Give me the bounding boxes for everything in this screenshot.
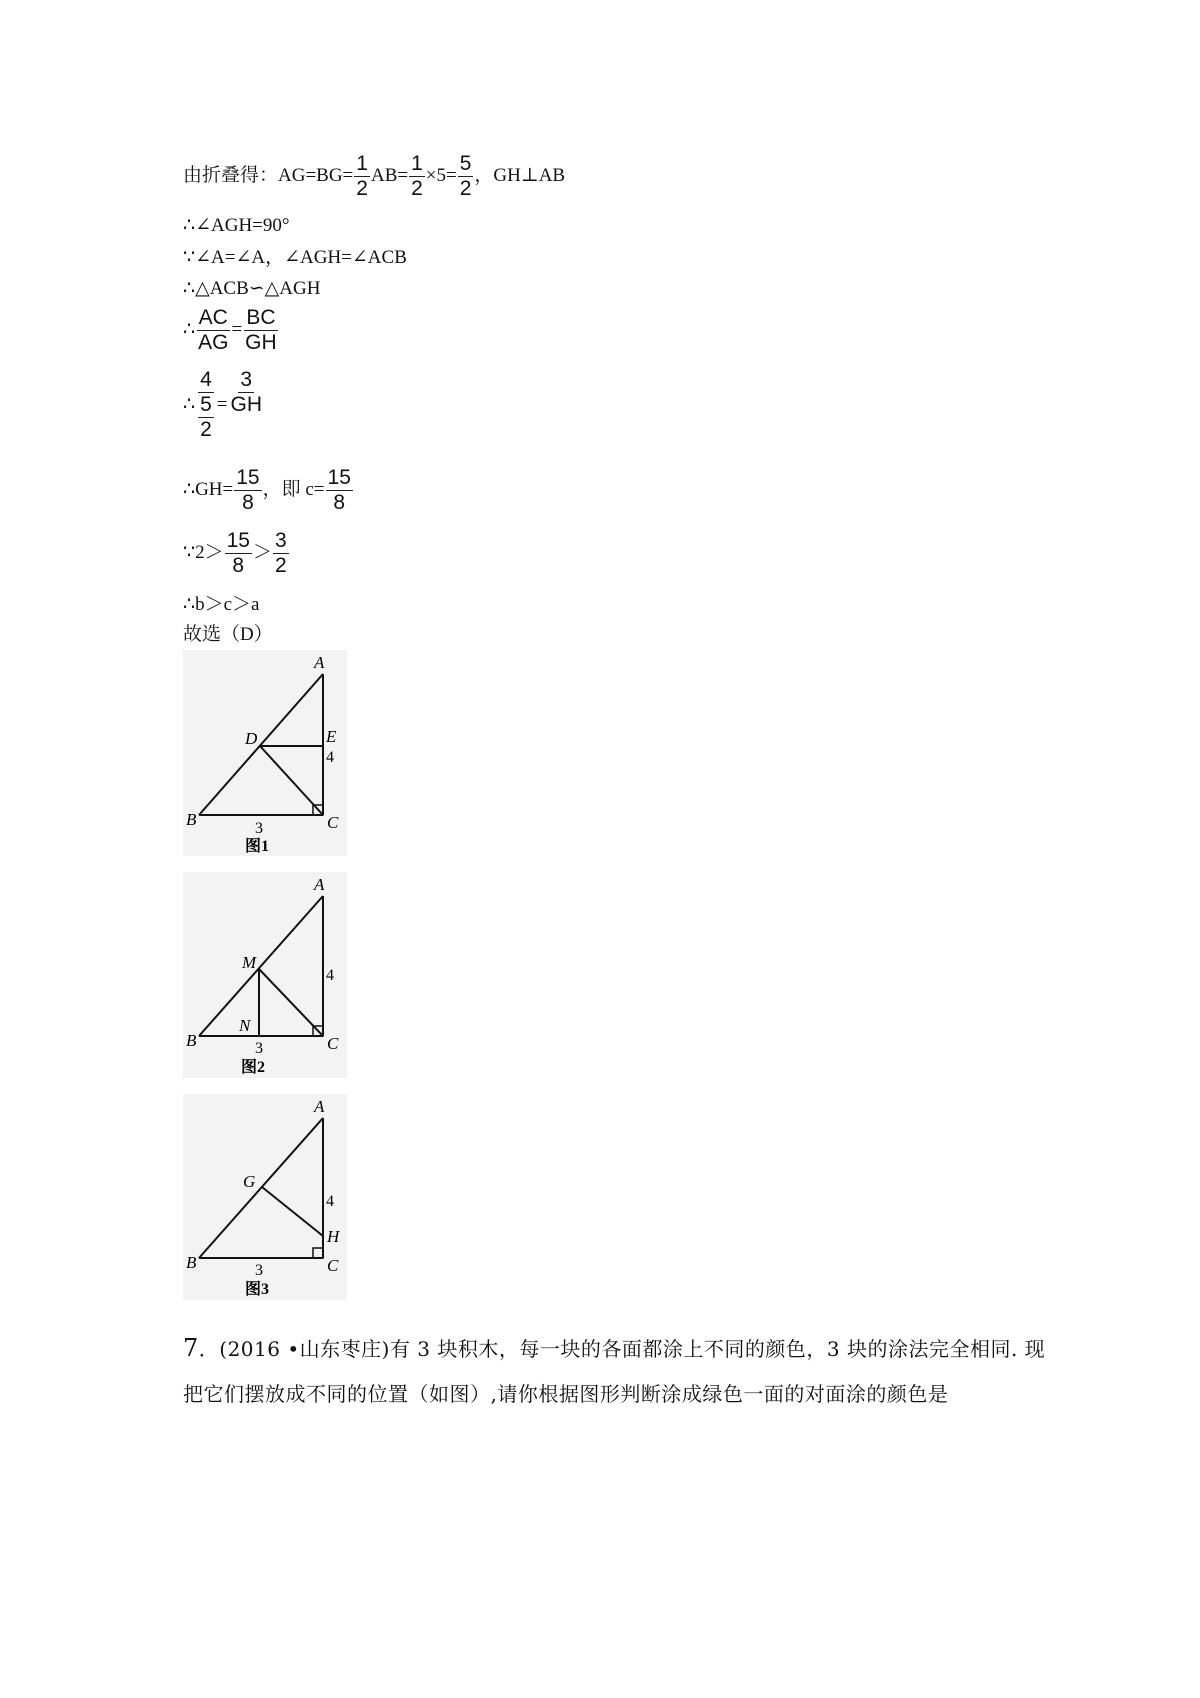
solution-line-compare bbox=[183, 529, 290, 578]
question-text: ．(2016 •山东枣庄)有 3 块积木，每一块的各面都涂上不同的颜色，3 块的涂法完全相同. 现 bbox=[198, 1337, 1046, 1361]
numerator: 3 bbox=[274, 529, 287, 552]
fraction bbox=[225, 529, 252, 578]
label-b: B bbox=[186, 1253, 197, 1272]
triangle-diagram-3 bbox=[183, 1094, 347, 1300]
label-side-bc: 3 bbox=[255, 1262, 263, 1279]
denominator: 2 bbox=[411, 177, 423, 200]
numerator: AC bbox=[198, 306, 228, 329]
complex-fraction bbox=[196, 368, 216, 442]
label-side-ac: 4 bbox=[326, 749, 334, 766]
text: = bbox=[231, 318, 243, 340]
triangle-diagram-2 bbox=[183, 872, 347, 1078]
denominator: 2 bbox=[356, 177, 368, 200]
text: ∴GH= bbox=[183, 478, 234, 500]
text: 由折叠得：AG=BG= bbox=[183, 164, 354, 186]
denominator: 8 bbox=[232, 554, 245, 577]
label-a: A bbox=[314, 875, 325, 894]
fraction bbox=[243, 306, 279, 355]
label-e: E bbox=[326, 727, 337, 746]
solution-line-fold bbox=[183, 152, 565, 201]
numerator: BC bbox=[246, 306, 276, 329]
denominator: GH bbox=[230, 393, 262, 416]
figure-2 bbox=[183, 872, 347, 1078]
text: ∵2＞ bbox=[183, 541, 224, 563]
label-side-ac: 4 bbox=[326, 967, 334, 984]
solution-line-angle: ∴∠AGH=90° bbox=[183, 215, 290, 236]
label-h: H bbox=[327, 1227, 340, 1246]
text: ，即 c= bbox=[262, 478, 325, 500]
figure-3 bbox=[183, 1094, 347, 1300]
numerator: 5 bbox=[200, 393, 212, 416]
label-c: C bbox=[327, 1034, 339, 1053]
label-n: N bbox=[239, 1016, 251, 1035]
label-c: C bbox=[327, 813, 339, 832]
numerator: 5 bbox=[459, 152, 472, 175]
fraction bbox=[354, 152, 370, 201]
text: ∴ bbox=[183, 394, 196, 415]
label-b: B bbox=[186, 810, 197, 829]
figure-caption: 图3 bbox=[245, 1281, 270, 1298]
figure-1 bbox=[183, 650, 347, 856]
inner-fraction bbox=[198, 393, 214, 442]
figure-caption: 图2 bbox=[241, 1059, 266, 1076]
text: ＞ bbox=[252, 541, 272, 563]
denominator: 8 bbox=[242, 491, 254, 514]
text: ∴ bbox=[183, 318, 196, 340]
solution-line-conclusion: ∴b＞c＞a bbox=[183, 594, 260, 615]
denominator: 2 bbox=[459, 177, 472, 200]
label-c: C bbox=[327, 1256, 339, 1275]
denominator bbox=[196, 393, 216, 442]
text: ×5= bbox=[425, 164, 457, 186]
fraction bbox=[234, 466, 261, 515]
fraction bbox=[229, 368, 265, 417]
text: = bbox=[216, 394, 228, 415]
solution-line-similar: ∴△ACB∽△AGH bbox=[183, 278, 321, 299]
fraction bbox=[458, 152, 474, 201]
label-side-bc: 3 bbox=[255, 820, 263, 837]
fraction bbox=[273, 529, 289, 578]
numerator: 1 bbox=[411, 152, 423, 175]
question-7-line-2: 把它们摆放成不同的位置（如图）,请你根据图形判断涂成绿色一面的对面涂的颜色是 bbox=[183, 1382, 949, 1406]
solution-line-ratio bbox=[183, 306, 280, 355]
fraction bbox=[326, 466, 353, 515]
question-7-line-1 bbox=[183, 1333, 1045, 1362]
triangle-diagram-1 bbox=[183, 650, 347, 856]
denominator: AG bbox=[198, 331, 229, 354]
denominator: 8 bbox=[333, 491, 346, 514]
denominator: 2 bbox=[200, 418, 212, 441]
denominator: 2 bbox=[274, 554, 287, 577]
solution-line-answer: 故选（D） bbox=[183, 624, 273, 645]
label-m: M bbox=[242, 953, 257, 972]
label-side-bc: 3 bbox=[255, 1040, 263, 1057]
solution-line-because: ∵∠A=∠A，∠AGH=∠ACB bbox=[183, 247, 407, 268]
numerator: 3 bbox=[240, 368, 253, 391]
solution-line-gh bbox=[183, 466, 354, 515]
numerator: 4 bbox=[200, 368, 212, 391]
label-a: A bbox=[314, 1097, 325, 1116]
denominator: GH bbox=[245, 331, 277, 354]
text: AB= bbox=[370, 164, 409, 186]
label-a: A bbox=[314, 653, 325, 672]
numerator: 15 bbox=[327, 466, 351, 489]
numerator: 1 bbox=[356, 152, 368, 175]
question-number: 7 bbox=[183, 1334, 199, 1362]
numerator: 15 bbox=[236, 466, 260, 489]
fraction bbox=[409, 152, 425, 201]
figure-caption: 图1 bbox=[245, 838, 270, 855]
text: ，GH⊥AB bbox=[474, 164, 566, 186]
numerator: 15 bbox=[226, 529, 250, 552]
label-side-ac: 4 bbox=[326, 1193, 334, 1210]
label-g: G bbox=[243, 1172, 256, 1191]
label-b: B bbox=[186, 1031, 197, 1050]
label-d: D bbox=[245, 729, 258, 748]
fraction bbox=[196, 306, 230, 355]
solution-line-substitute bbox=[183, 368, 265, 442]
